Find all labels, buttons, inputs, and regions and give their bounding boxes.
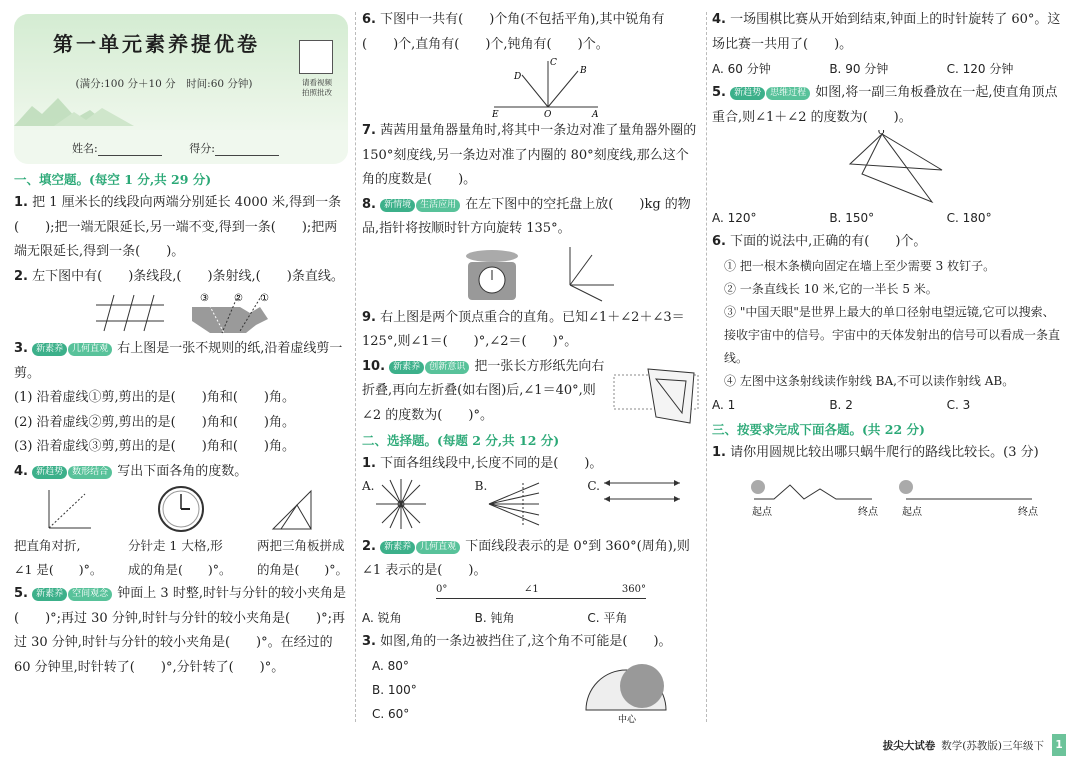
scale-icon [462, 246, 522, 302]
page-title: 第一单元素养提优卷 [53, 32, 260, 56]
column-left [14, 0, 348, 724]
page-footer [883, 734, 1066, 756]
mc-3-options: A. 80° B. 100° C. 60° [372, 659, 417, 721]
mc-2-options: A. 锐角 B. 钝角 C. 平角 [362, 610, 628, 625]
starburst-figure [374, 477, 428, 531]
two-right-angles-figure [562, 245, 616, 303]
option-b[interactable]: B. [474, 478, 488, 493]
score-label: 得分: [189, 142, 215, 155]
mc-6-options: A. 1 B. 2 C. 3 [712, 397, 971, 412]
score-field[interactable] [215, 144, 279, 156]
task-question-1: 1. 请你用圆规比较出哪只蜗牛爬行的路线比较长。(3 分) [712, 444, 1039, 460]
question-3c: (3) 沿着虚线③剪,剪出的是( )角和( )角。 [14, 439, 295, 454]
svg-text:O: O [544, 110, 552, 119]
question-2: 2. 左下图中有( )条线段,( )条射线,( )条直线。 [14, 268, 344, 284]
svg-text:E: E [492, 110, 499, 119]
question-8: 8. 新情境 生活应用 在左下图中的空托盘上放( )kg 的物品,指针将按顺时针方向旋转 135°。 [362, 196, 691, 236]
question-3b: (2) 沿着虚线②剪,剪出的是( )角和( )角。 [14, 414, 295, 430]
q8-figures [362, 242, 700, 306]
score-time: (满分:100 分＋10 分 时间:60 分钟) [75, 78, 253, 90]
svg-text:A: A [592, 110, 599, 119]
svg-text:终点: 终点 [858, 507, 878, 518]
fan-figure [487, 477, 541, 531]
protractor-cloud-figure [582, 654, 672, 724]
name-field[interactable] [98, 144, 162, 156]
mc-question-1: 1. 下面各组线段中,长度不同的是( )。 [362, 456, 603, 471]
degree-axis: 0° ∠1 360° [436, 584, 646, 606]
brand-name: 拔尖大试卷 [882, 739, 936, 752]
section-2-heading: 二、选择题。(每题 2 分,共 12 分) [362, 433, 560, 448]
right-angle-figure [45, 486, 95, 532]
mc-3-block [362, 654, 700, 726]
qr-caption: 请看视频 拍照批改 [302, 78, 332, 97]
qr-code-icon[interactable] [299, 40, 333, 74]
arrows-figure [600, 477, 684, 507]
mountain-decoration-icon [14, 92, 134, 126]
mc-question-6: 6. 下面的说法中,正确的有( )个。 [712, 234, 927, 249]
fig-label: ① [260, 293, 269, 304]
folded-paper-figure [612, 365, 700, 425]
question-1: 1. 把 1 厘米长的线段向两端分别延长 4000 米,得到一条( );把一端无限延长,另一端不变,得到一条( );把两端无限延长,得到一条( )。 [14, 195, 342, 259]
page-number: 1 [1052, 734, 1066, 756]
lines-figure [94, 293, 174, 333]
question-3: 3. 新素养 几何直观 右上图是一张不规则的纸,沿着虚线剪一剪。 [14, 341, 343, 381]
statement-4: ④ 左图中这条射线读作射线 BA,不可以读作射线 AB。 [724, 373, 1015, 388]
question-3a: (1) 沿着虚线①剪,剪出的是( )角和( )角。 [14, 390, 295, 405]
svg-text:C: C [550, 58, 557, 68]
svg-text:终点: 终点 [1018, 507, 1038, 518]
svg-text:O: O [878, 130, 885, 136]
statement-2: ② 一条直线长 10 米,它的一半长 5 米。 [724, 281, 938, 296]
mc-question-4: 4. 一场围棋比赛从开始到结束,钟面上的时针旋转了 60°。这场比赛一共用了( )。 [712, 12, 1061, 52]
q2-figures [14, 289, 348, 337]
option-a[interactable]: A. [362, 478, 375, 493]
question-4: 4. 新趋势 数形结合 写出下面各角的度数。 [14, 463, 248, 479]
option-c[interactable]: C. [587, 478, 600, 493]
question-10-block [362, 355, 700, 429]
mc-question-5: 5. 新趋势 思维过程 如图,将一副三角板叠放在一起,使直角顶点重合,则∠1＋∠2 的度数为( )。 [712, 85, 1058, 125]
svg-text:起点: 起点 [902, 507, 922, 518]
fig-label: ③ [200, 293, 209, 304]
name-score-bar [14, 130, 348, 164]
section-1-heading: 一、填空题。(每空 1 分,共 29 分) [14, 172, 212, 187]
mc-question-2: 2. 新素养 几何直观 下面线段表示的是 0°到 360°(周角),则∠1 表示的是( )。 [362, 538, 690, 578]
question-5: 5. 新素养 空间观念 钟面上 3 时整,时针与分针的较小夹角是( )°;再过 30 分钟,时针与分针的较小夹角是( )°;再过 30 分钟,时针与分针的较小夹角是( )°。在经过的 60 分钟里,时针转了( )°,分针转了( )°。 [14, 586, 346, 675]
name-label: 姓名: [72, 142, 98, 155]
q4-captions: 把直角对折, ∠1 是( )°。 分针走 1 大格,形 成的角是( )°。 两把三角板拼成 的角是( )°。 [14, 538, 348, 577]
statement-3: ③ "中国天眼"是世界上最大的单口径射电望远镜,它可以搜索、接收宇宙中的信号。宇宙中的天体发射出的信号可以看成一条直线。 [724, 304, 1061, 365]
q6-angles-figure [492, 57, 602, 119]
column-right [712, 0, 1064, 724]
svg-text:D: D [514, 72, 522, 82]
question-7: 7. 茜茜用量角器量角时,将其中一条边对准了量角器外圈的 150°刻度线,另一条边对准了内圈的 80°刻度线,那么这个角的度数是( )。 [362, 123, 697, 187]
mc-1-options [362, 477, 700, 535]
svg-text:中心: 中心 [618, 715, 637, 724]
section-3-heading: 三、按要求完成下面各题。(共 22 分) [712, 421, 925, 437]
title-banner [14, 14, 348, 164]
q4-figures [14, 484, 348, 534]
subject-label: 数学(苏教版)三年级下 [941, 739, 1044, 752]
svg-text:起点: 起点 [752, 507, 772, 518]
paper-figure [190, 291, 280, 335]
statement-1: ① 把一根木条横向固定在墙上至少需要 3 枚钉子。 [724, 258, 996, 273]
mc-4-options: A. 60 分钟 B. 90 分钟 C. 120 分钟 [712, 62, 1014, 76]
set-square-icon [267, 485, 317, 533]
snail-paths-figure [712, 465, 1052, 535]
question-6: 6. 下图中一共有( )个角(不包括平角),其中锐角有( )个,直角有( )个,钝角有( )个。 [362, 12, 665, 52]
clock-icon [156, 485, 206, 533]
column-middle [362, 0, 700, 724]
svg-text:B: B [580, 66, 587, 76]
question-9: 9. 右上图是两个顶点重合的直角。已知∠1＋∠2＋∠3＝125°,则∠1＝( )°,∠2＝( )°。 [362, 309, 685, 349]
mc-5-options: A. 120° B. 150° C. 180° [712, 211, 992, 225]
mc-question-3: 3. 如图,角的一条边被挡住了,这个角不可能是( )。 [362, 633, 672, 649]
triangles-figure [842, 130, 952, 206]
fig-label: ② [234, 293, 243, 304]
question-10: 10. 新素养 创新意识 把一张长方形纸先向右折叠,再向左折叠(如右图)后,∠1＝40°,则∠2 的度数为( )°。 [362, 358, 605, 423]
